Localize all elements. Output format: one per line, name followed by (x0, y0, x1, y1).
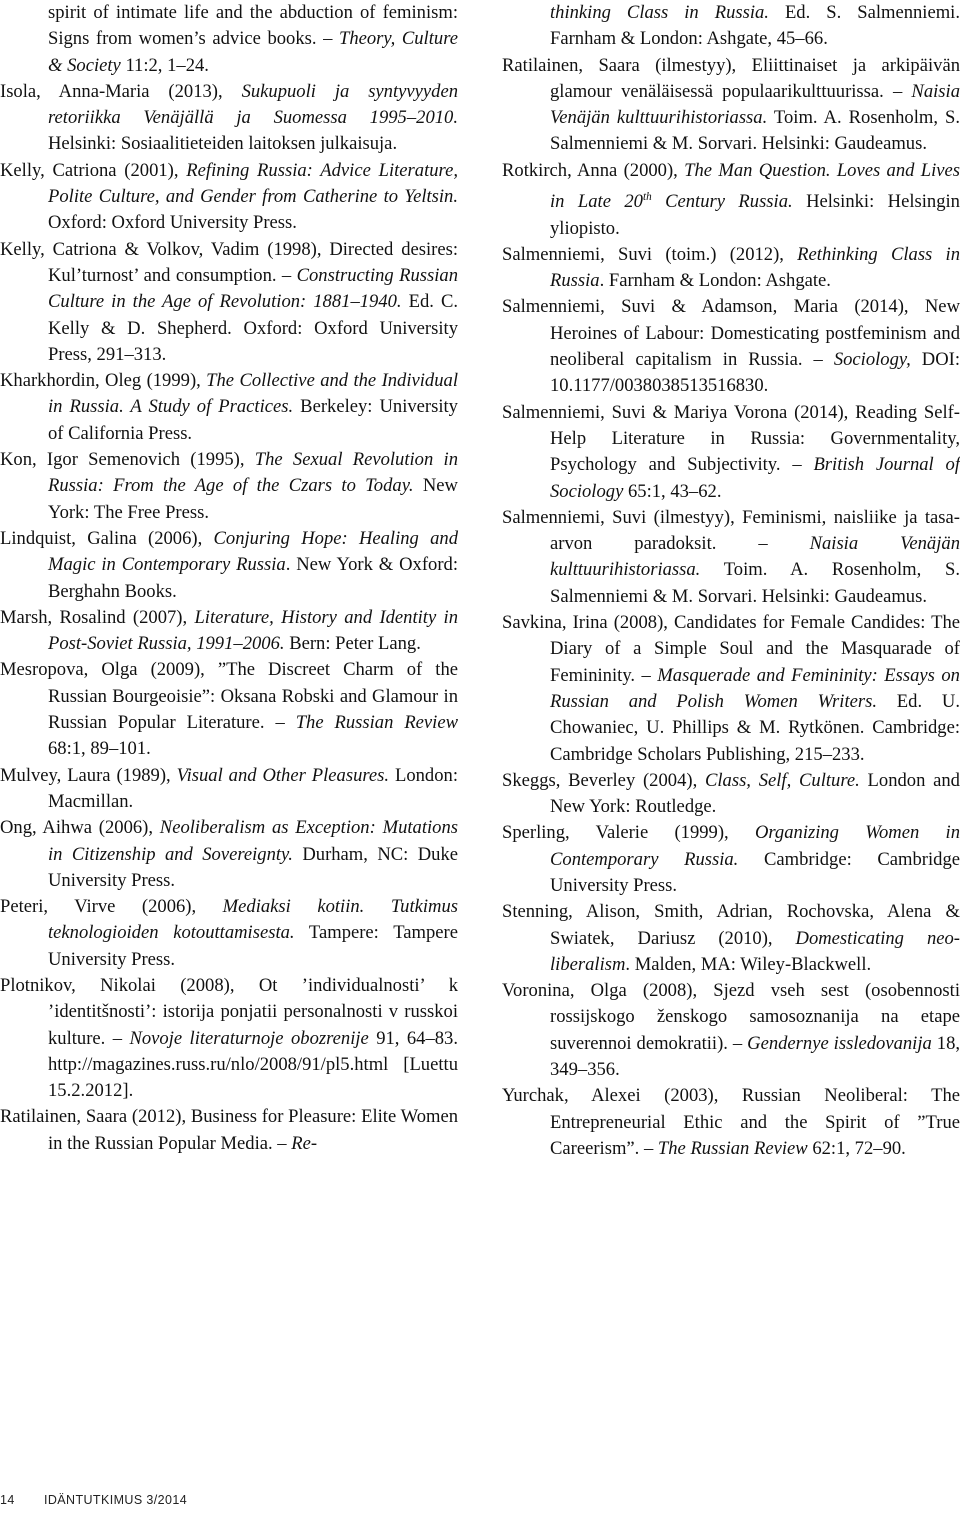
reference-text: Ed. U. Chowaniec, U. Phillips & M. Rytkönen. Cambridge: Cambridge Scholars Publishing, 215–233. (550, 690, 960, 765)
reference-entry (502, 53, 960, 158)
reference-text: Plotnikov, Nikolai (2008), Ot ’individualnosti’ k ’identitšnosti’: istorija ponjatii personalnosti v russkoi kulture. – (0, 974, 458, 1049)
reference-entry (0, 368, 458, 447)
reference-continuation (502, 0, 960, 53)
reference-text: Yurchak, Alexei (2003), Russian Neoliberal: The Entrepreneurial Ethic and the Spirit of ”True Careerism”. – (502, 1085, 960, 1159)
reference-text: Peteri, Virve (2006), (0, 896, 223, 918)
reference-text: Kelly, Catriona & Volkov, Vadim (1998), Directed desires: Kul’turnost’ and consumption. – (0, 238, 458, 286)
reference-text: Tampere: Tampere University Press. (48, 922, 458, 970)
reference-entry (0, 447, 458, 526)
reference-text: Kon, Igor Semenovich (1995), (0, 449, 255, 471)
reference-entry (0, 526, 458, 605)
reference-text: Cambridge: Cambridge University Press. (550, 848, 960, 896)
reference-text: Salmenniemi, Suvi (ilmestyy), Feminismi, naisliike ja tasa-arvon paradoksit. – (502, 506, 960, 555)
reference-text: Salmenniemi, Suvi & Mariya Vorona (2014), Reading Self-Help Literature in Russia: Governmentality, Psychology and Subjectivity. – (502, 401, 960, 476)
reference-text: DOI: 10.1177/0038038513516830. (550, 349, 960, 397)
reference-entry (0, 894, 458, 973)
reference-entry (0, 79, 458, 158)
reference-text: Toim. A. Rosenholm, S. Salmenniemi & M. Sorvari. Helsinki: Gaudeamus. (550, 559, 960, 607)
reference-title: Refining Russia: Advice Literature, Polite Culture, and Gender from Catherine to Yeltsin. (48, 159, 458, 208)
reference-text: Isola, Anna-Maria (2013), (0, 80, 242, 102)
reference-title: The Man Question. Loves and Lives in Late 20 (550, 159, 960, 213)
reference-text: New York: The Free Press. (48, 475, 458, 523)
reference-title: Visual and Other Pleasures. (176, 764, 390, 786)
reference-entry (0, 605, 458, 658)
reference-title: Neoliberalism as Exception: Mutations in Citizenship and Sovereignty. (48, 817, 458, 865)
reference-entry (0, 1104, 458, 1157)
reference-title: Rethinking Class in Russia (550, 243, 960, 292)
reference-text: 62:1, 72–90. (807, 1137, 906, 1159)
reference-continuation (0, 0, 458, 79)
reference-text: Skeggs, Beverley (2004), (502, 769, 705, 791)
reference-text: Ratilainen, Saara (2012), Business for Pleasure: Elite Women in the Russian Popular Media. – (0, 1106, 458, 1154)
reference-entry (502, 1083, 960, 1162)
reference-text: . Farnham & London: Ashgate. (599, 270, 831, 292)
reference-text: Bern: Peter Lang. (284, 633, 421, 655)
reference-text: London: Macmillan. (48, 764, 458, 812)
reference-text: 65:1, 43–62. (623, 480, 722, 502)
reference-entry (502, 820, 960, 899)
reference-entry (502, 899, 960, 978)
reference-text: 18, 349–356. (550, 1032, 960, 1081)
reference-entry (0, 237, 458, 368)
reference-title: Organizing Women in Contemporary Russia. (550, 822, 960, 870)
reference-text: . Malden, MA: Wiley-Blackwell. (625, 953, 872, 975)
reference-entry (502, 400, 960, 505)
reference-title: Sociology, (833, 349, 911, 371)
reference-text: Salmenniemi, Suvi (toim.) (2012), (502, 243, 798, 265)
reference-text: Kharkhordin, Oleg (1999), (0, 370, 207, 392)
reference-text: Salmenniemi, Suvi & Adamson, Maria (2014), New Heroines of Labour: Domesticating postfeminism and neoliberal capitalism in Russia. – (502, 296, 960, 371)
reference-entry (502, 505, 960, 610)
reference-text: Helsinki: Helsingin yliopisto. (550, 191, 960, 239)
reference-text: Ed. C. Kelly & D. Shepherd. Oxford: Oxford University Press, 291–313. (48, 291, 458, 365)
reference-entry (502, 242, 960, 295)
reference-title: The Collective and the Individual in Russia. A Study of Practices. (48, 370, 458, 418)
page-number: 14 (0, 1493, 15, 1507)
reference-title: The Sexual Revolution in Russia: From the Age of the Czars to Today. (48, 449, 458, 497)
reference-text: Stenning, Alison, Smith, Adrian, Rochovska, Alena & Swiatek, Dariusz (2010), (502, 901, 960, 949)
reference-title: Domesticating neo-liberalism (550, 927, 960, 975)
reference-title: thinking Class in Russia. (550, 2, 769, 23)
reference-title: Class, Self, Culture. (704, 769, 860, 791)
journal-issue: IDÄNTUTKIMUS 3/2014 (44, 1493, 188, 1507)
reference-title: Century Russia. (651, 191, 793, 213)
reference-entry (502, 978, 960, 1083)
reference-text: Savkina, Irina (2008), Candidates for Female Candides: The Diary of a Simple Soul and the Masquarade of Femininity. – (502, 612, 960, 686)
reference-title: Naisia Venäjän kulttuurihistoriassa. (550, 533, 960, 581)
reference-text: 91, 64–83. http://magazines.russ.ru/nlo/2008/91/pl5.html [Luettu 15.2.2012]. (48, 1027, 458, 1102)
reference-title: The Russian Review (657, 1137, 808, 1159)
reference-title: Conjuring Hope: Healing and Magic in Contemporary Russia (48, 527, 458, 576)
reference-title: Mediaksi kotiin. Tutkimus teknologioiden kotouttamisesta. (48, 896, 458, 944)
reference-entry (0, 158, 458, 237)
reference-entry (0, 973, 458, 1104)
reference-text: Toim. A. Rosenholm, S. Salmenniemi & M. Sorvari. Helsinki: Gaudeamus. (550, 107, 960, 155)
reference-text: Mesropova, Olga (2009), ”The Discreet Charm of the Russian Bourgeoisie”: Oksana Robski and Glamour in Russian Popular Literature. – (0, 659, 458, 734)
reference-title: Novoje literaturnoje obozrenije (129, 1027, 369, 1049)
reference-text: Ed. S. Salmenniemi. Farnham & London: Ashgate, 45–66. (550, 2, 960, 50)
reference-text: Oxford: Oxford University Press. (48, 212, 297, 234)
reference-title: Sukupuoli ja syntyvyyden retoriikka Venäjällä ja Suomessa 1995–2010. (48, 80, 459, 129)
reference-title: Masquerade and Femininity: Essays on Russian and Polish Women Writers. (550, 664, 960, 712)
reference-title: Literature, History and Identity in Post-Soviet Russia, 1991–2006. (48, 606, 459, 655)
reference-entry (502, 158, 960, 242)
reference-text: Lindquist, Galina (2006), (0, 527, 214, 549)
reference-entry (502, 768, 960, 821)
reference-text: Ratilainen, Saara (ilmestyy), Eliittinaiset ja arkipäivän glamour venäläisessä populaarikulttuurissa. – (502, 54, 960, 102)
reference-text: Rotkirch, Anna (2000), (502, 159, 685, 181)
reference-text: Kelly, Catriona (2001), (0, 159, 187, 181)
reference-text: 11:2, 1–24. (120, 54, 209, 76)
reference-title: Gendernye issledovanija (747, 1032, 932, 1054)
reference-text: Berkeley: University of California Press. (48, 396, 458, 444)
reference-title: Naisia Venäjän kulttuurihistoriassa. (550, 80, 960, 129)
reference-text: Sperling, Valerie (1999), (502, 822, 755, 844)
reference-title: th (642, 191, 652, 204)
reference-text: spirit of intimate life and the abduction of feminism: Signs from women’s advice books. – (48, 2, 458, 50)
reference-entry (0, 657, 458, 762)
reference-entry (0, 815, 458, 894)
reference-title: British Journal of Sociology (550, 454, 960, 502)
reference-title: The Russian Review (295, 712, 459, 734)
reference-text: London and New York: Routledge. (550, 769, 960, 818)
reference-text: Mulvey, Laura (1989), (0, 764, 177, 786)
right-column (502, 0, 960, 1162)
reference-entry (502, 294, 960, 399)
left-column (0, 0, 458, 1157)
reference-title: Re- (291, 1132, 318, 1154)
reference-text: Ong, Aihwa (2006), (0, 817, 160, 839)
reference-title: Theory, Culture & Society (48, 28, 458, 76)
reference-text: Marsh, Rosalind (2007), (0, 606, 195, 628)
reference-text: 68:1, 89–101. (48, 738, 151, 760)
reference-text: Voronina, Olga (2008), Sjezd vseh sest (osobennosti rossijskogo ženskogo samosoznanija na etape suverennoi demokratii). – (502, 980, 960, 1054)
reference-title: Constructing Russian Culture in the Age of Revolution: 1881–1940. (48, 264, 458, 313)
reference-text: Durham, NC: Duke University Press. (48, 843, 458, 891)
reference-text: . New York & Oxford: Berghahn Books. (48, 554, 458, 602)
page-footer (0, 1493, 187, 1507)
reference-text: Helsinki: Sosiaalitieteiden laitoksen julkaisuja. (48, 133, 398, 155)
reference-entry (502, 610, 960, 768)
reference-entry (0, 763, 458, 816)
